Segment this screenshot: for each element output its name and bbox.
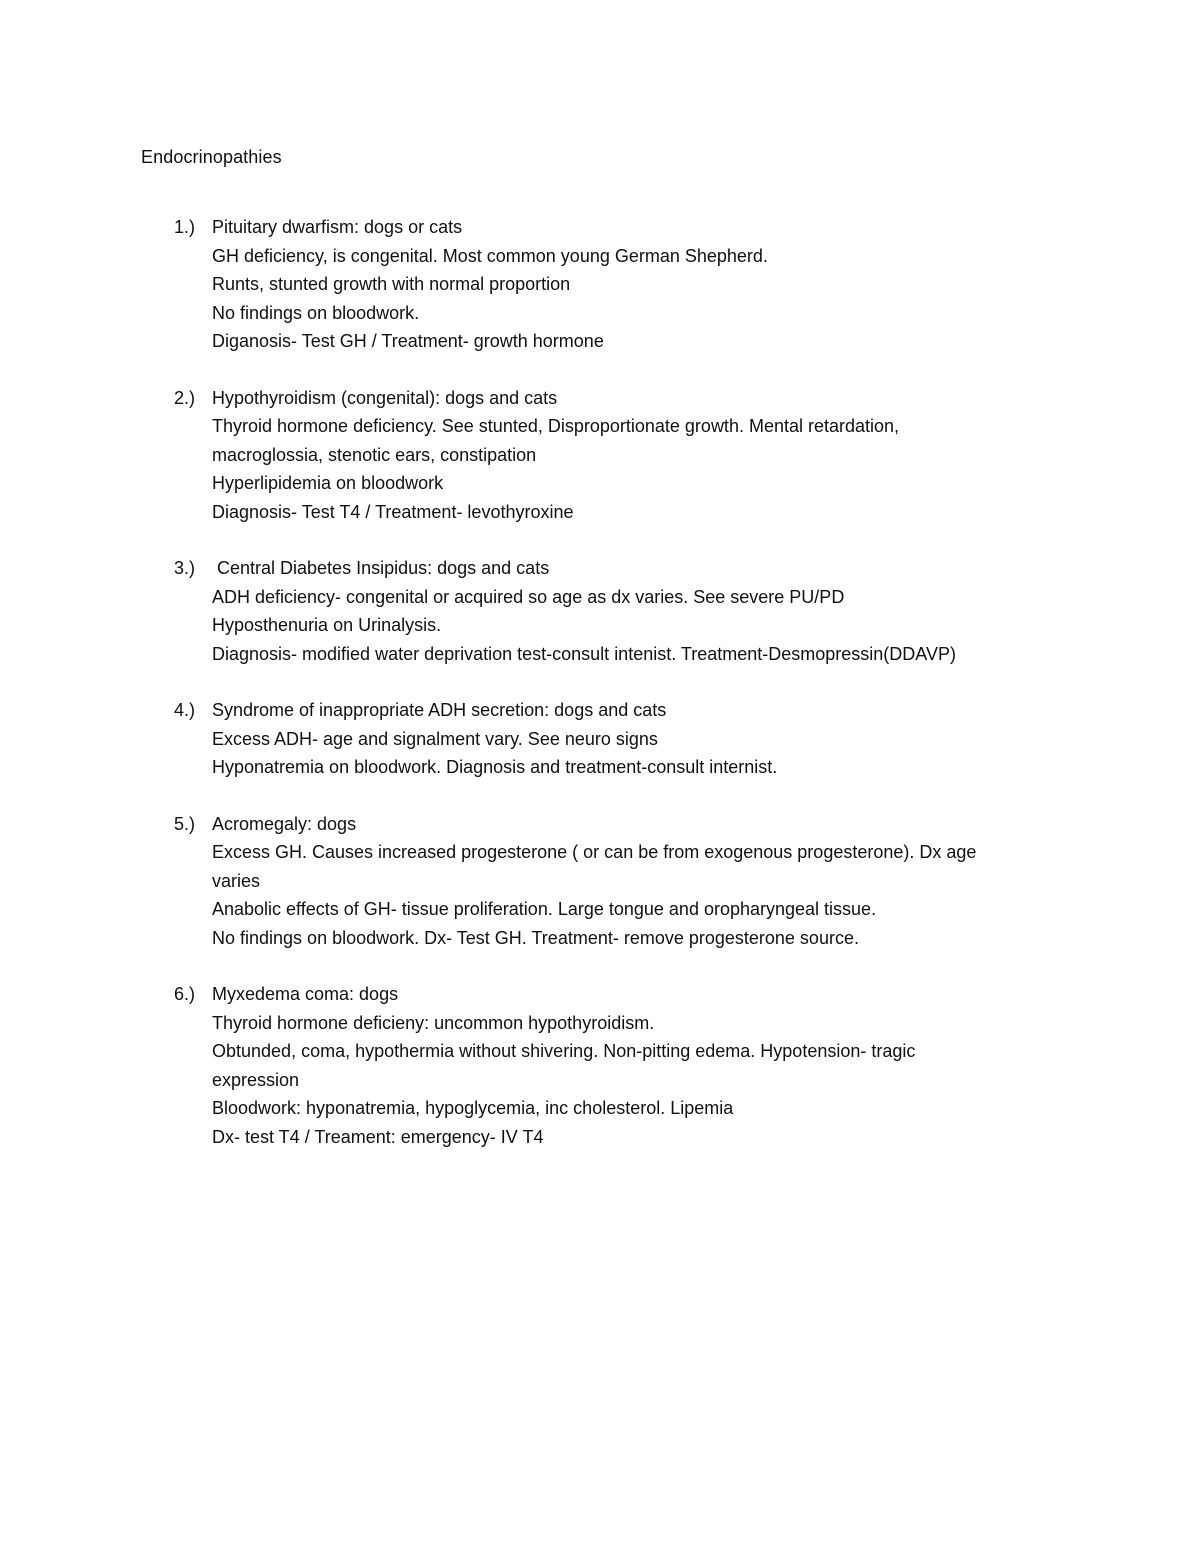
item-number: 1.)	[174, 217, 196, 237]
item-heading: Acromegaly: dogs	[212, 813, 357, 834]
document-title: Endocrinopathies	[141, 147, 282, 167]
item-line: Dx- test T4 / Treament: emergency- IV T4	[212, 1126, 544, 1147]
item-line: ADH deficiency- congenital or acquired so age as dx varies. See severe PU/PD	[212, 586, 845, 607]
item-line: varies	[212, 870, 261, 891]
item-heading: Pituitary dwarfism: dogs or cats	[212, 217, 463, 237]
item-line: Obtunded, coma, hypothermia without shivering. Non-pitting edema. Hypotension- tragic	[212, 1041, 916, 1061]
item-number: 2.)	[174, 387, 196, 408]
condition-list	[0, 213, 1200, 1179]
item-number: 6.)	[174, 984, 196, 1004]
list-item	[0, 696, 1200, 782]
list-item	[0, 810, 1200, 953]
item-line: GH deficiency, is congenital. Most common young German Shepherd.	[212, 245, 768, 266]
list-item	[0, 980, 1200, 1151]
item-number: 5.)	[174, 813, 196, 834]
item-line: Thyroid hormone deficiency. See stunted, Disproportionate growth. Mental retardation,	[212, 416, 900, 436]
list-item	[0, 213, 1200, 356]
item-line: Anabolic effects of GH- tissue proliferation. Large tongue and oropharyngeal tissue.	[212, 899, 877, 919]
item-number: 4.)	[174, 700, 196, 720]
item-heading: Myxedema coma: dogs	[212, 984, 399, 1004]
item-heading: Central Diabetes Insipidus: dogs and cats	[212, 558, 550, 578]
item-heading: Hypothyroidism (congenital): dogs and cats	[212, 387, 558, 408]
item-line: Hyponatremia on bloodwork. Diagnosis and treatment-consult internist.	[212, 757, 778, 777]
item-line: Runts, stunted growth with normal proportion	[212, 274, 571, 294]
item-line: No findings on bloodwork.	[212, 302, 420, 323]
item-line: expression	[212, 1069, 300, 1090]
item-heading: Syndrome of inappropriate ADH secretion: dogs and cats	[212, 700, 667, 720]
item-line: Excess GH. Causes increased progesterone ( or can be from exogenous progesterone). Dx age	[212, 842, 977, 862]
item-line: Diagnosis- Test T4 / Treatment- levothyroxine	[212, 501, 574, 522]
item-line: Excess ADH- age and signalment vary. See neuro signs	[212, 728, 658, 749]
item-number: 3.)	[174, 558, 196, 578]
item-line: Diagnosis- modified water deprivation test-consult intenist. Treatment-Desmopressin(DDAVP)	[212, 643, 956, 664]
list-item	[0, 554, 1200, 668]
item-line: No findings on bloodwork. Dx- Test GH. Treatment- remove progesterone source.	[212, 927, 859, 948]
list-item	[0, 384, 1200, 527]
item-line: Bloodwork: hyponatremia, hypoglycemia, inc cholesterol. Lipemia	[212, 1098, 734, 1118]
item-line: Thyroid hormone deficieny: uncommon hypothyroidism.	[212, 1012, 655, 1033]
item-line: Diganosis- Test GH / Treatment- growth hormone	[212, 331, 604, 351]
item-line: Hyperlipidemia on bloodwork	[212, 473, 444, 493]
item-line: macroglossia, stenotic ears, constipation	[212, 444, 537, 465]
item-line: Hyposthenuria on Urinalysis.	[212, 615, 442, 635]
